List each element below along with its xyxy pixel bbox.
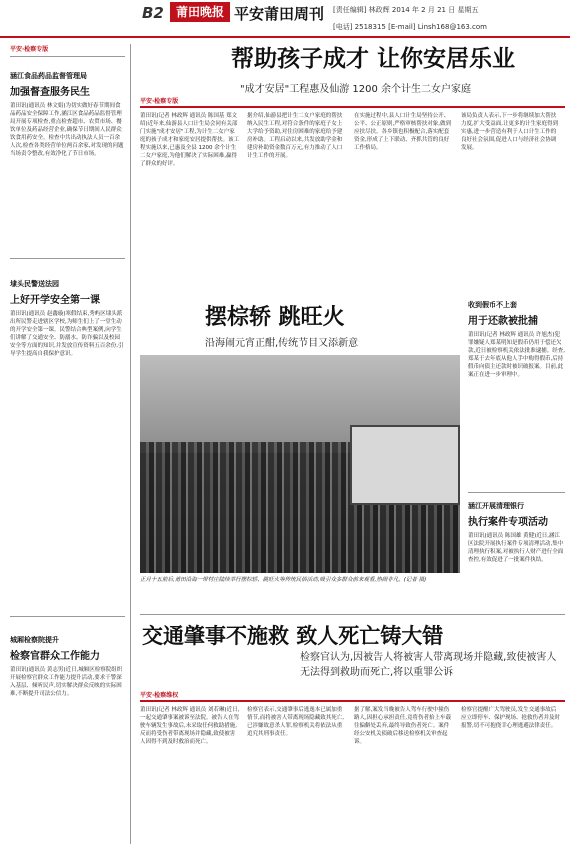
masthead — [0, 0, 570, 38]
left-column — [10, 44, 125, 844]
feature-body-col2: 据介绍,仙游县把计生二女户家庭的帮扶纳入民生工程,对符合条件的家庭子女上大学给予资助,对住房困难的家庭给予建房补助。工程启动以来,共发放助学金和建房补助资金数百万元,有力推动了人口计生工作的开展。 — [247, 113, 343, 159]
photo-story — [140, 300, 460, 610]
article-body: 莆田讯(记者 林政辉 通讯员 许旭杰)犯罪嫌疑人郑某明知是假币仍用于偿还欠款,近日被检察机关依法批准逮捕。经查,郑某于去年底从他人手中购得假币,后持假币向债主还款时被识破报案。目前,此案正在进一步审理中。 — [468, 332, 565, 378]
feature-body-col3: 在实施过程中,县人口计生局坚持公开、公平、公正原则,严格审核帮扶对象,做到应扶尽扶。各乡镇也积极配合,落实配套资金,形成了上下联动、齐抓共管的良好工作格局。 — [354, 113, 451, 151]
editor-date-line: [责任编辑] 林政辉 2014 年 2 月 21 日 星期五 — [333, 6, 479, 14]
divider — [10, 616, 125, 617]
divider — [10, 56, 125, 57]
traffic-rule — [140, 700, 565, 702]
traffic-body-col4: 检察官提醒广大驾驶员,发生交通事故后应立即停车、保护现场、抢救伤者并及时报警,切不可抱侥幸心理逃避法律责任。 — [461, 707, 561, 729]
article-headline: 检察官群众工作能力 — [10, 651, 100, 662]
article-body: 莆田讯(通讯员 林文娟)为切实做好春节期间食品药品安全保障工作,涵江区食品药品监督管理局开展专项检查,重点检查超市、农贸市场、餐饮单位及药品经营企业,确保节日期间人民群众饮食用药安全。检查中共出动执法人员一百余人次,检查各类经营单位两百余家,对发现的问题当场责令整改,有效净化了节日市场。 — [10, 103, 124, 157]
sedan-chair — [350, 425, 460, 505]
divider — [140, 614, 565, 615]
article-headline: 用于还款被批捕 — [468, 316, 538, 327]
article-kicker: 收到假币不上套 — [468, 301, 517, 309]
photo-headline: 摆棕轿 跳旺火 — [205, 304, 345, 330]
feature-section-label: 平安·检察专版 — [140, 98, 179, 105]
divider — [468, 492, 565, 493]
traffic-subhead: 检察官认为,因被告人将被害人带离现场并隐藏,致使被害人无法得到救助而死亡,将以重罪公诉 — [300, 652, 557, 678]
traffic-body-col3: 据了解,案发当晚被告人驾车行驶中撞伤路人,因担心承担责任,竟将伤者抬上车载往偏僻处丢弃,最终导致伤者死亡。案件经公安机关侦破后移送检察机关审查起诉。 — [354, 707, 451, 745]
article-body: 莆田讯(通讯员 黄志男)近日,城厢区检察院组织开展检察官群众工作能力提升活动,要求干警深入基层、倾听民声,切实解决群众反映的实际困难,不断提升司法公信力。 — [10, 667, 123, 697]
traffic-body-col2: 检察官表示,交通肇事后逃逸本已属加重情节,而将被害人带离现场隐藏致其死亡,已涉嫌故意杀人罪,检察机关将依法从重追究其刑事责任。 — [247, 707, 344, 737]
right-column — [468, 300, 565, 610]
article-body: 莆田讯(通讯员 赵鑫璇)寒假结束,秀屿区埭头派出所民警走进辖区学校,为师生们上了一堂生动的开学安全第一课。民警结合典型案例,向学生们讲解了交通安全、防溺水、防诈骗以及校园安全等方面的知识,并发放宣传资料五百余份,引导学生提高自我保护意识。 — [10, 311, 124, 357]
article-kicker: 埭头民警送法园 — [10, 280, 59, 288]
feature-headline: 帮助孩子成才 让你安居乐业 — [230, 45, 515, 72]
article-kicker: 城厢检察院提升 — [10, 636, 59, 644]
traffic-headline: 交通肇事不施救 致人死亡铸大错 — [142, 623, 444, 648]
article-headline: 执行案件专项活动 — [468, 517, 548, 528]
page-code: B2 — [142, 4, 164, 22]
traffic-body-col1: 莆田讯(记者 林政辉 通讯员 刘若琳)近日,一起交通肇事案被诉至法院。被告人在驾驶车辆发生事故后,未采取任何救助措施,反而将受伤者带离现场并隐藏,致使被害人因得不到及时救治而死亡。 — [140, 707, 240, 745]
feature-subhead: "成才安居"工程惠及仙游 1200 余个计生二女户家庭 — [240, 84, 472, 95]
article-body: 莆田讯(通讯员 陈国雄 黄健)近日,涵江区法院开展执行案件专项清理活动,集中清理执行积案,对被执行人财产进行全面查控,有效促进了一批案件执结。 — [468, 533, 564, 563]
paper-logo: 莆田晚报 — [170, 2, 230, 22]
article-kicker: 涵江开展清理银行 — [468, 502, 524, 510]
divider — [10, 258, 125, 259]
photo-subhead: 沿海闹元宵正酣,传统节目又添新意 — [205, 338, 359, 349]
photo-caption: 正月十五前后,莆田沿海一带村庄陆续举行摆棕轿、跳旺火等传统民俗活动,吸引众多群众前来观看,热闹非凡。(记者 摄) — [140, 577, 427, 583]
feature-body-col4: 该局负责人表示,下一步将继续加大帮扶力度,扩大受益面,让更多的计生家庭得到实惠,进一步营造有利于人口计生工作的良好社会氛围,促进人口与经济社会协调发展。 — [461, 113, 558, 151]
article-kicker: 涵江食品药品监督管理局 — [10, 72, 87, 80]
article-headline: 加强督查服务民生 — [10, 87, 90, 98]
article-headline: 上好开学安全第一课 — [10, 295, 100, 306]
section-title: 平安莆田周刊 — [234, 5, 325, 23]
column-divider — [130, 44, 131, 844]
traffic-section-label: 平安·检察维权 — [140, 692, 179, 699]
festival-photo — [140, 355, 460, 573]
contact-line: [电话] 2518315 [E-mail] Linsh168@163.com — [333, 23, 487, 31]
section-label: 平安·检察专版 — [10, 46, 49, 53]
feature-body-col1: 莆田讯(记者 林政辉 通讯员 陈国基 郑文绍)近年来,仙游县人口计生局会同有关部门实施"成才安居"工程,为计生二女户家庭的孩子成才和家庭安居提供帮扶。该工程实施以来,已惠及全县 1200 余个计生二女户家庭,为他们解决了实际困难,赢得了群众的好评。 — [140, 113, 240, 167]
feature-rule — [140, 106, 565, 108]
